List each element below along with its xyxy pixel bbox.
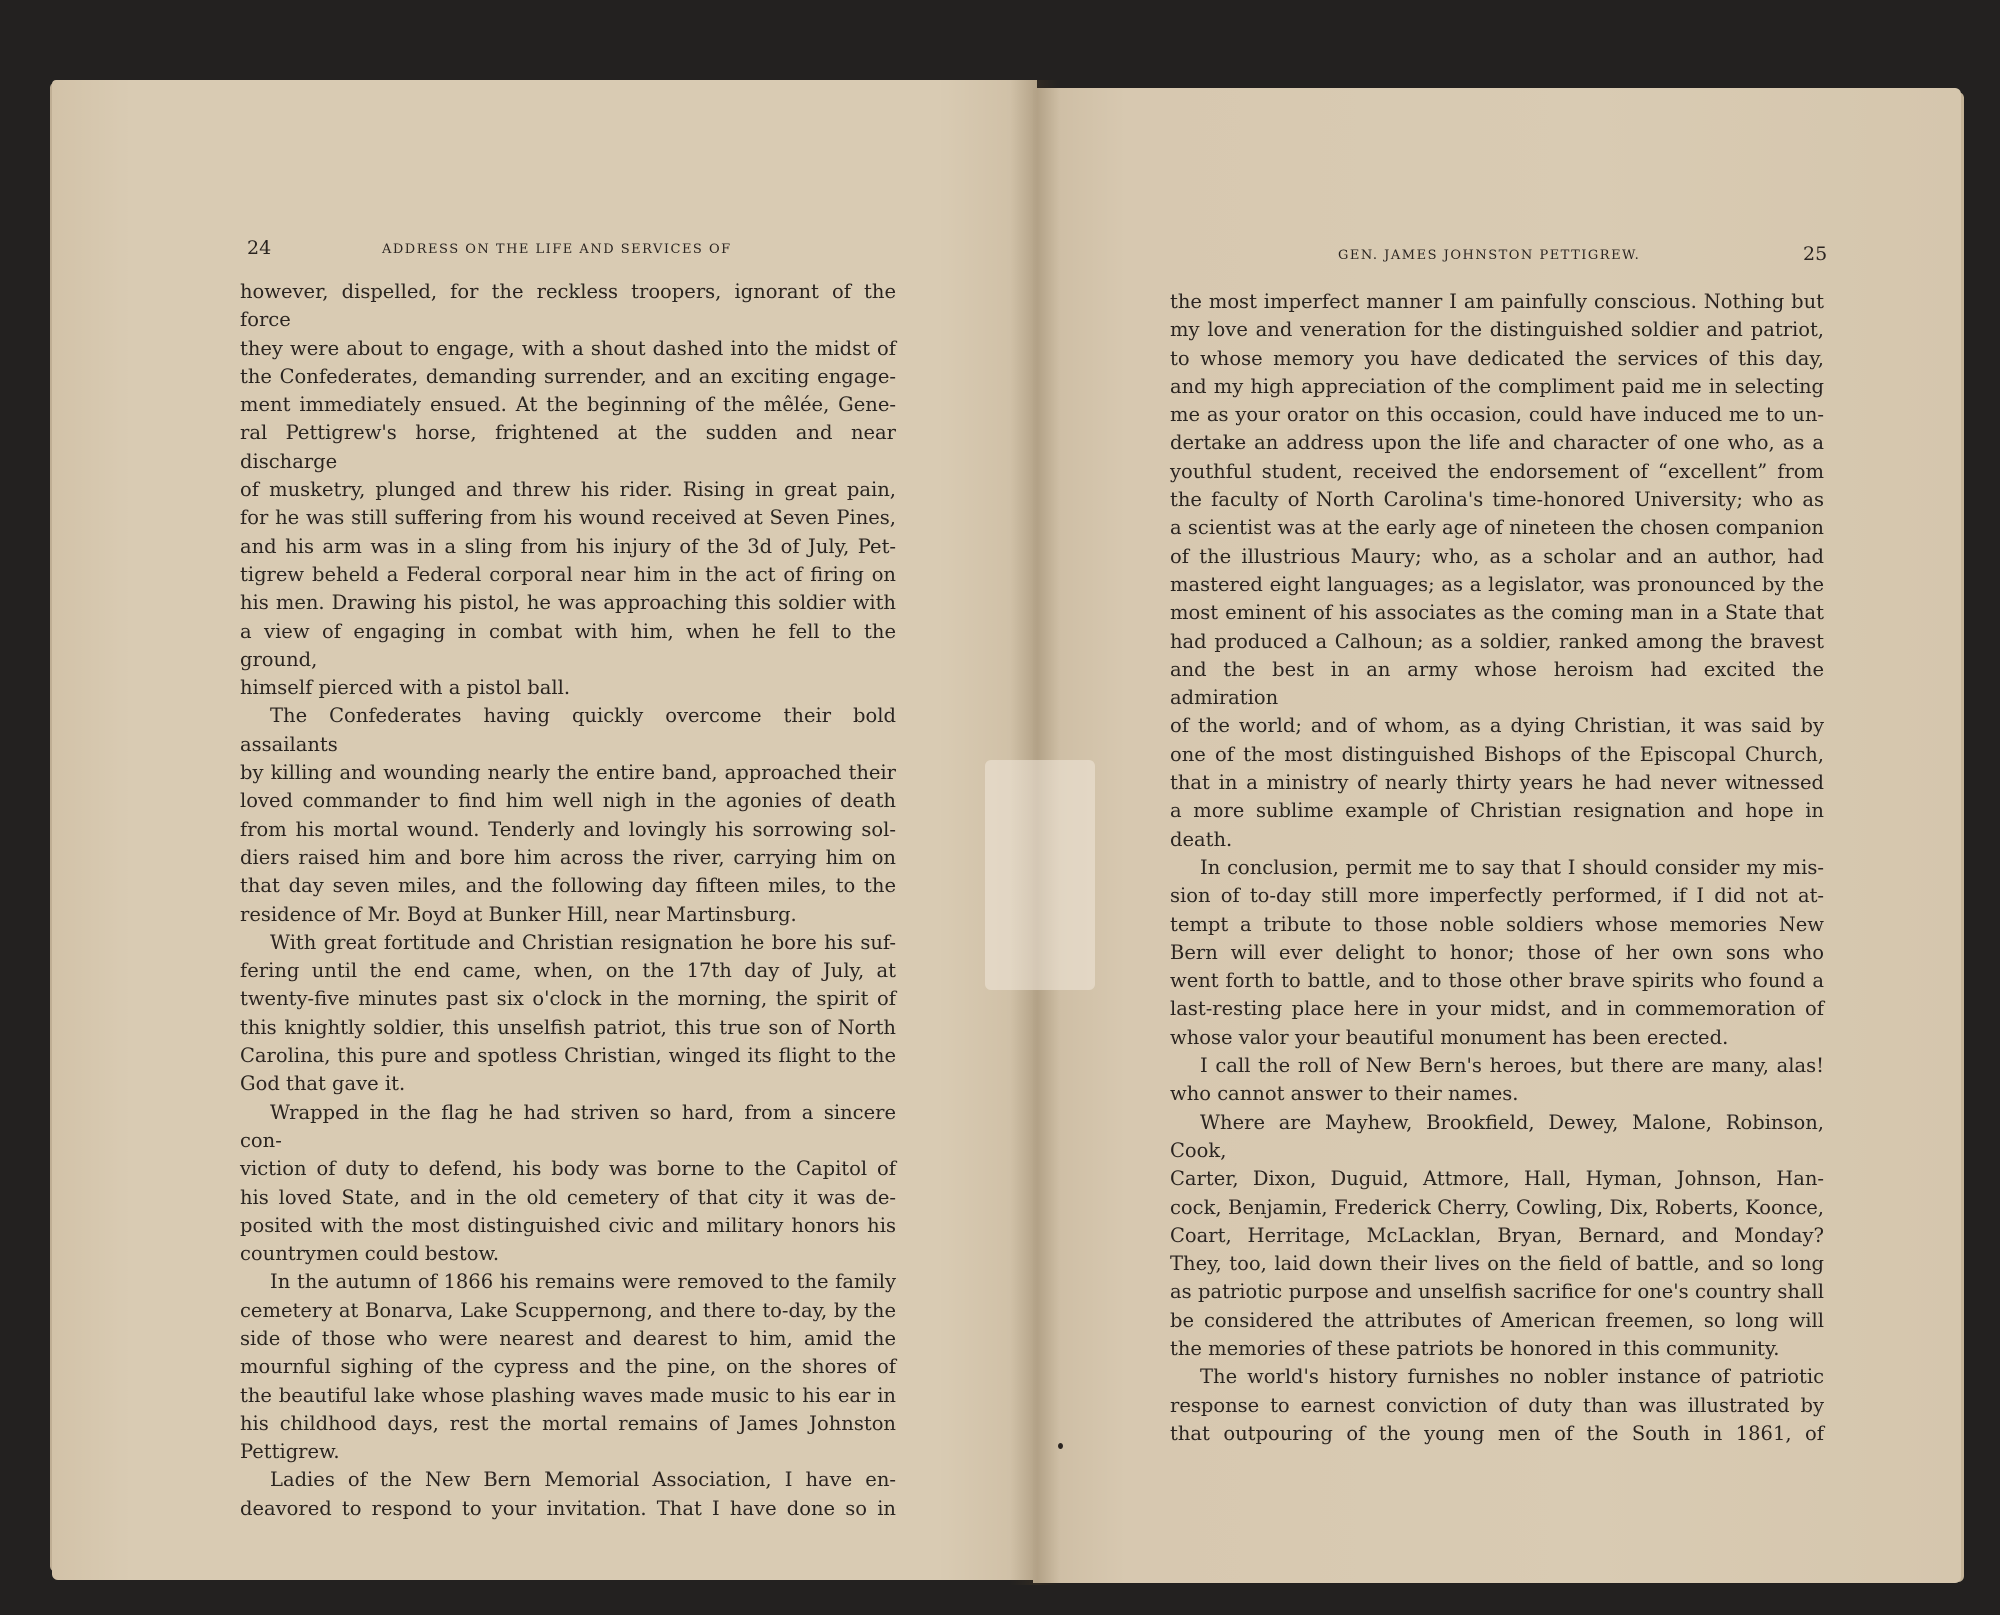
text-line: mastered eight languages; as a legislator, was pronounced by the (1170, 572, 1824, 596)
text-line: his childhood days, rest the mortal remains of James Johnston (240, 1411, 896, 1435)
text-line: to whose memory you have dedicated the services of this day, (1170, 346, 1824, 370)
text-line: a more sublime example of Christian resignation and hope in (1170, 799, 1824, 823)
text-line: of the world; and of whom, as a dying Christian, it was said by (1170, 714, 1824, 738)
left-page-number: 24 (247, 237, 272, 259)
text-line: my love and veneration for the distinguished soldier and patriot, (1170, 318, 1824, 342)
text-line: the beautiful lake whose plashing waves made music to his ear in (240, 1383, 896, 1407)
text-line: cock, Benjamin, Frederick Cherry, Cowling, Dix, Roberts, Koonce, (1170, 1195, 1824, 1219)
text-line: countrymen could bestow. (240, 1242, 500, 1266)
text-line: With great fortitude and Christian resignation he bore his suf- (270, 930, 896, 954)
text-line: cemetery at Bonarva, Lake Scuppernong, and there to-day, by the (240, 1298, 896, 1322)
left-page (52, 80, 1037, 1580)
text-line: for he was still suffering from his wound received at Seven Pines, (240, 506, 896, 530)
text-line: In the autumn of 1866 his remains were removed to the family (270, 1270, 896, 1294)
right-running-head: GEN. JAMES JOHNSTON PETTIGREW. (1338, 248, 1641, 263)
text-line: side of those who were nearest and dearest to him, amid the (240, 1326, 896, 1350)
text-line: as patriotic purpose and unselfish sacrifice for one's country shall (1170, 1280, 1824, 1304)
text-line: that day seven miles, and the following day fifteen miles, to the (240, 874, 896, 898)
right-text-column (1170, 288, 1824, 1448)
text-line: viction of duty to defend, his body was borne to the Capitol of (240, 1157, 896, 1181)
text-line: the faculty of North Carolina's time-honored University; who as (1170, 488, 1824, 512)
text-line: Coart, Herritage, McLacklan, Bryan, Bernard, and Monday? (1170, 1223, 1824, 1247)
text-line: diers raised him and bore him across the river, carrying him on (240, 845, 896, 869)
right-page-number: 25 (1803, 243, 1828, 265)
text-line: Carolina, this pure and spotless Christian, winged its flight to the (240, 1044, 896, 1068)
text-line: of the illustrious Maury; who, as a scholar and an author, had (1170, 544, 1824, 568)
text-line: that outpouring of the young men of the South in 1861, of (1170, 1421, 1824, 1445)
text-line: his men. Drawing his pistol, he was approaching this soldier with (240, 591, 896, 615)
text-line: me as your orator on this occasion, could have induced me to un- (1170, 403, 1824, 427)
text-line: that in a ministry of nearly thirty years he had never witnessed (1170, 771, 1824, 795)
text-line: the Confederates, demanding surrender, and an exciting engage- (240, 364, 896, 388)
text-line: ral Pettigrew's horse, frightened at the sudden and near discharge (240, 421, 896, 473)
text-line: posited with the most distinguished civic and military honors his (240, 1213, 896, 1237)
text-line: this knightly soldier, this unselfish patriot, this true son of North (240, 1015, 896, 1039)
text-line: mournful sighing of the cypress and the pine, on the shores of (240, 1355, 896, 1379)
text-line: the memories of these patriots be honored in this community. (1170, 1336, 1780, 1360)
text-line: In conclusion, permit me to say that I should consider my mis- (1200, 855, 1824, 879)
text-line: Wrapped in the flag he had striven so hard, from a sincere con- (240, 1100, 896, 1152)
left-running-head: ADDRESS ON THE LIFE AND SERVICES OF (382, 242, 732, 257)
text-line: whose valor your beautiful monument has been erected. (1170, 1025, 1729, 1049)
text-line: deavored to respond to your invitation. That I have done so in (240, 1496, 896, 1520)
text-line: dertake an address upon the life and character of one who, as a (1170, 431, 1824, 455)
right-page (1033, 88, 1961, 1583)
text-line: however, dispelled, for the reckless troopers, ignorant of the force (240, 280, 896, 332)
text-line: sion of to-day still more imperfectly performed, if I did not at- (1170, 884, 1824, 908)
text-line: twenty-five minutes past six o'clock in the morning, the spirit of (240, 987, 896, 1011)
ink-speck (1058, 1443, 1063, 1449)
left-text-column (240, 278, 896, 1523)
text-line: most eminent of his associates as the coming man in a State that (1170, 601, 1824, 625)
text-line: Bern will ever delight to honor; those of her own sons who (1170, 940, 1824, 964)
text-line: himself pierced with a pistol ball. (240, 676, 571, 700)
text-line: his loved State, and in the old cemetery of that city it was de- (240, 1185, 896, 1209)
text-line: tigrew beheld a Federal corporal near him in the act of firing on (240, 562, 896, 586)
text-line: and his arm was in a sling from his injury of the 3d of July, Pet- (240, 534, 896, 558)
text-line: they were about to engage, with a shout dashed into the midst of (240, 336, 896, 360)
text-line: from his mortal wound. Tenderly and lovingly his sorrowing sol- (240, 817, 896, 841)
text-line: loved commander to find him well nigh in the agonies of death (240, 789, 896, 813)
text-line: residence of Mr. Boyd at Bunker Hill, near Martinsburg. (240, 902, 797, 926)
text-line: a scientist was at the early age of nineteen the chosen companion (1170, 516, 1824, 540)
text-line: Ladies of the New Bern Memorial Association, I have en- (270, 1468, 896, 1492)
paper-wear-mark (985, 760, 1095, 990)
text-line: a view of engaging in combat with him, when he fell to the ground, (240, 619, 896, 671)
text-line: Pettigrew. (240, 1440, 340, 1464)
text-line: one of the most distinguished Bishops of the Episcopal Church, (1170, 742, 1824, 766)
text-line: I call the roll of New Bern's heroes, but there are many, alas! (1200, 1054, 1824, 1078)
text-line: The Confederates having quickly overcome their bold assailants (240, 704, 896, 756)
text-line: last-resting place here in your midst, and in commemoration of (1170, 997, 1824, 1021)
text-line: who cannot answer to their names. (1170, 1082, 1519, 1106)
text-line: the most imperfect manner I am painfully conscious. Nothing but (1170, 290, 1824, 313)
text-line: tempt a tribute to those noble soldiers whose memories New (1170, 912, 1824, 936)
text-line: ment immediately ensued. At the beginning of the mêlée, Gene- (240, 393, 896, 417)
text-line: death. (1170, 827, 1233, 851)
text-line: of musketry, plunged and threw his rider. Rising in great pain, (240, 478, 896, 502)
text-line: went forth to battle, and to those other brave spirits who found a (1170, 969, 1824, 993)
text-line: Where are Mayhew, Brookfield, Dewey, Malone, Robinson, Cook, (1170, 1110, 1824, 1162)
text-line: God that gave it. (240, 1072, 406, 1096)
text-line: and my high appreciation of the compliment paid me in selecting (1170, 374, 1824, 398)
text-line: had produced a Calhoun; as a soldier, ranked among the bravest (1170, 629, 1824, 653)
text-line: response to earnest conviction of duty than was illustrated by (1170, 1393, 1824, 1417)
text-line: be considered the attributes of American freemen, so long will (1170, 1308, 1824, 1332)
text-line: and the best in an army whose heroism had excited the admiration (1170, 657, 1824, 710)
text-line: by killing and wounding nearly the entire band, approached their (240, 761, 896, 785)
text-line: The world's history furnishes no nobler instance of patriotic (1200, 1365, 1824, 1389)
text-line: fering until the end came, when, on the 17th day of July, at (240, 959, 896, 983)
text-line: Carter, Dixon, Duguid, Attmore, Hall, Hyman, Johnson, Han- (1170, 1167, 1824, 1191)
text-line: youthful student, received the endorsement of “excellent” from (1170, 459, 1824, 483)
text-line: They, too, laid down their lives on the field of battle, and so long (1170, 1252, 1824, 1276)
